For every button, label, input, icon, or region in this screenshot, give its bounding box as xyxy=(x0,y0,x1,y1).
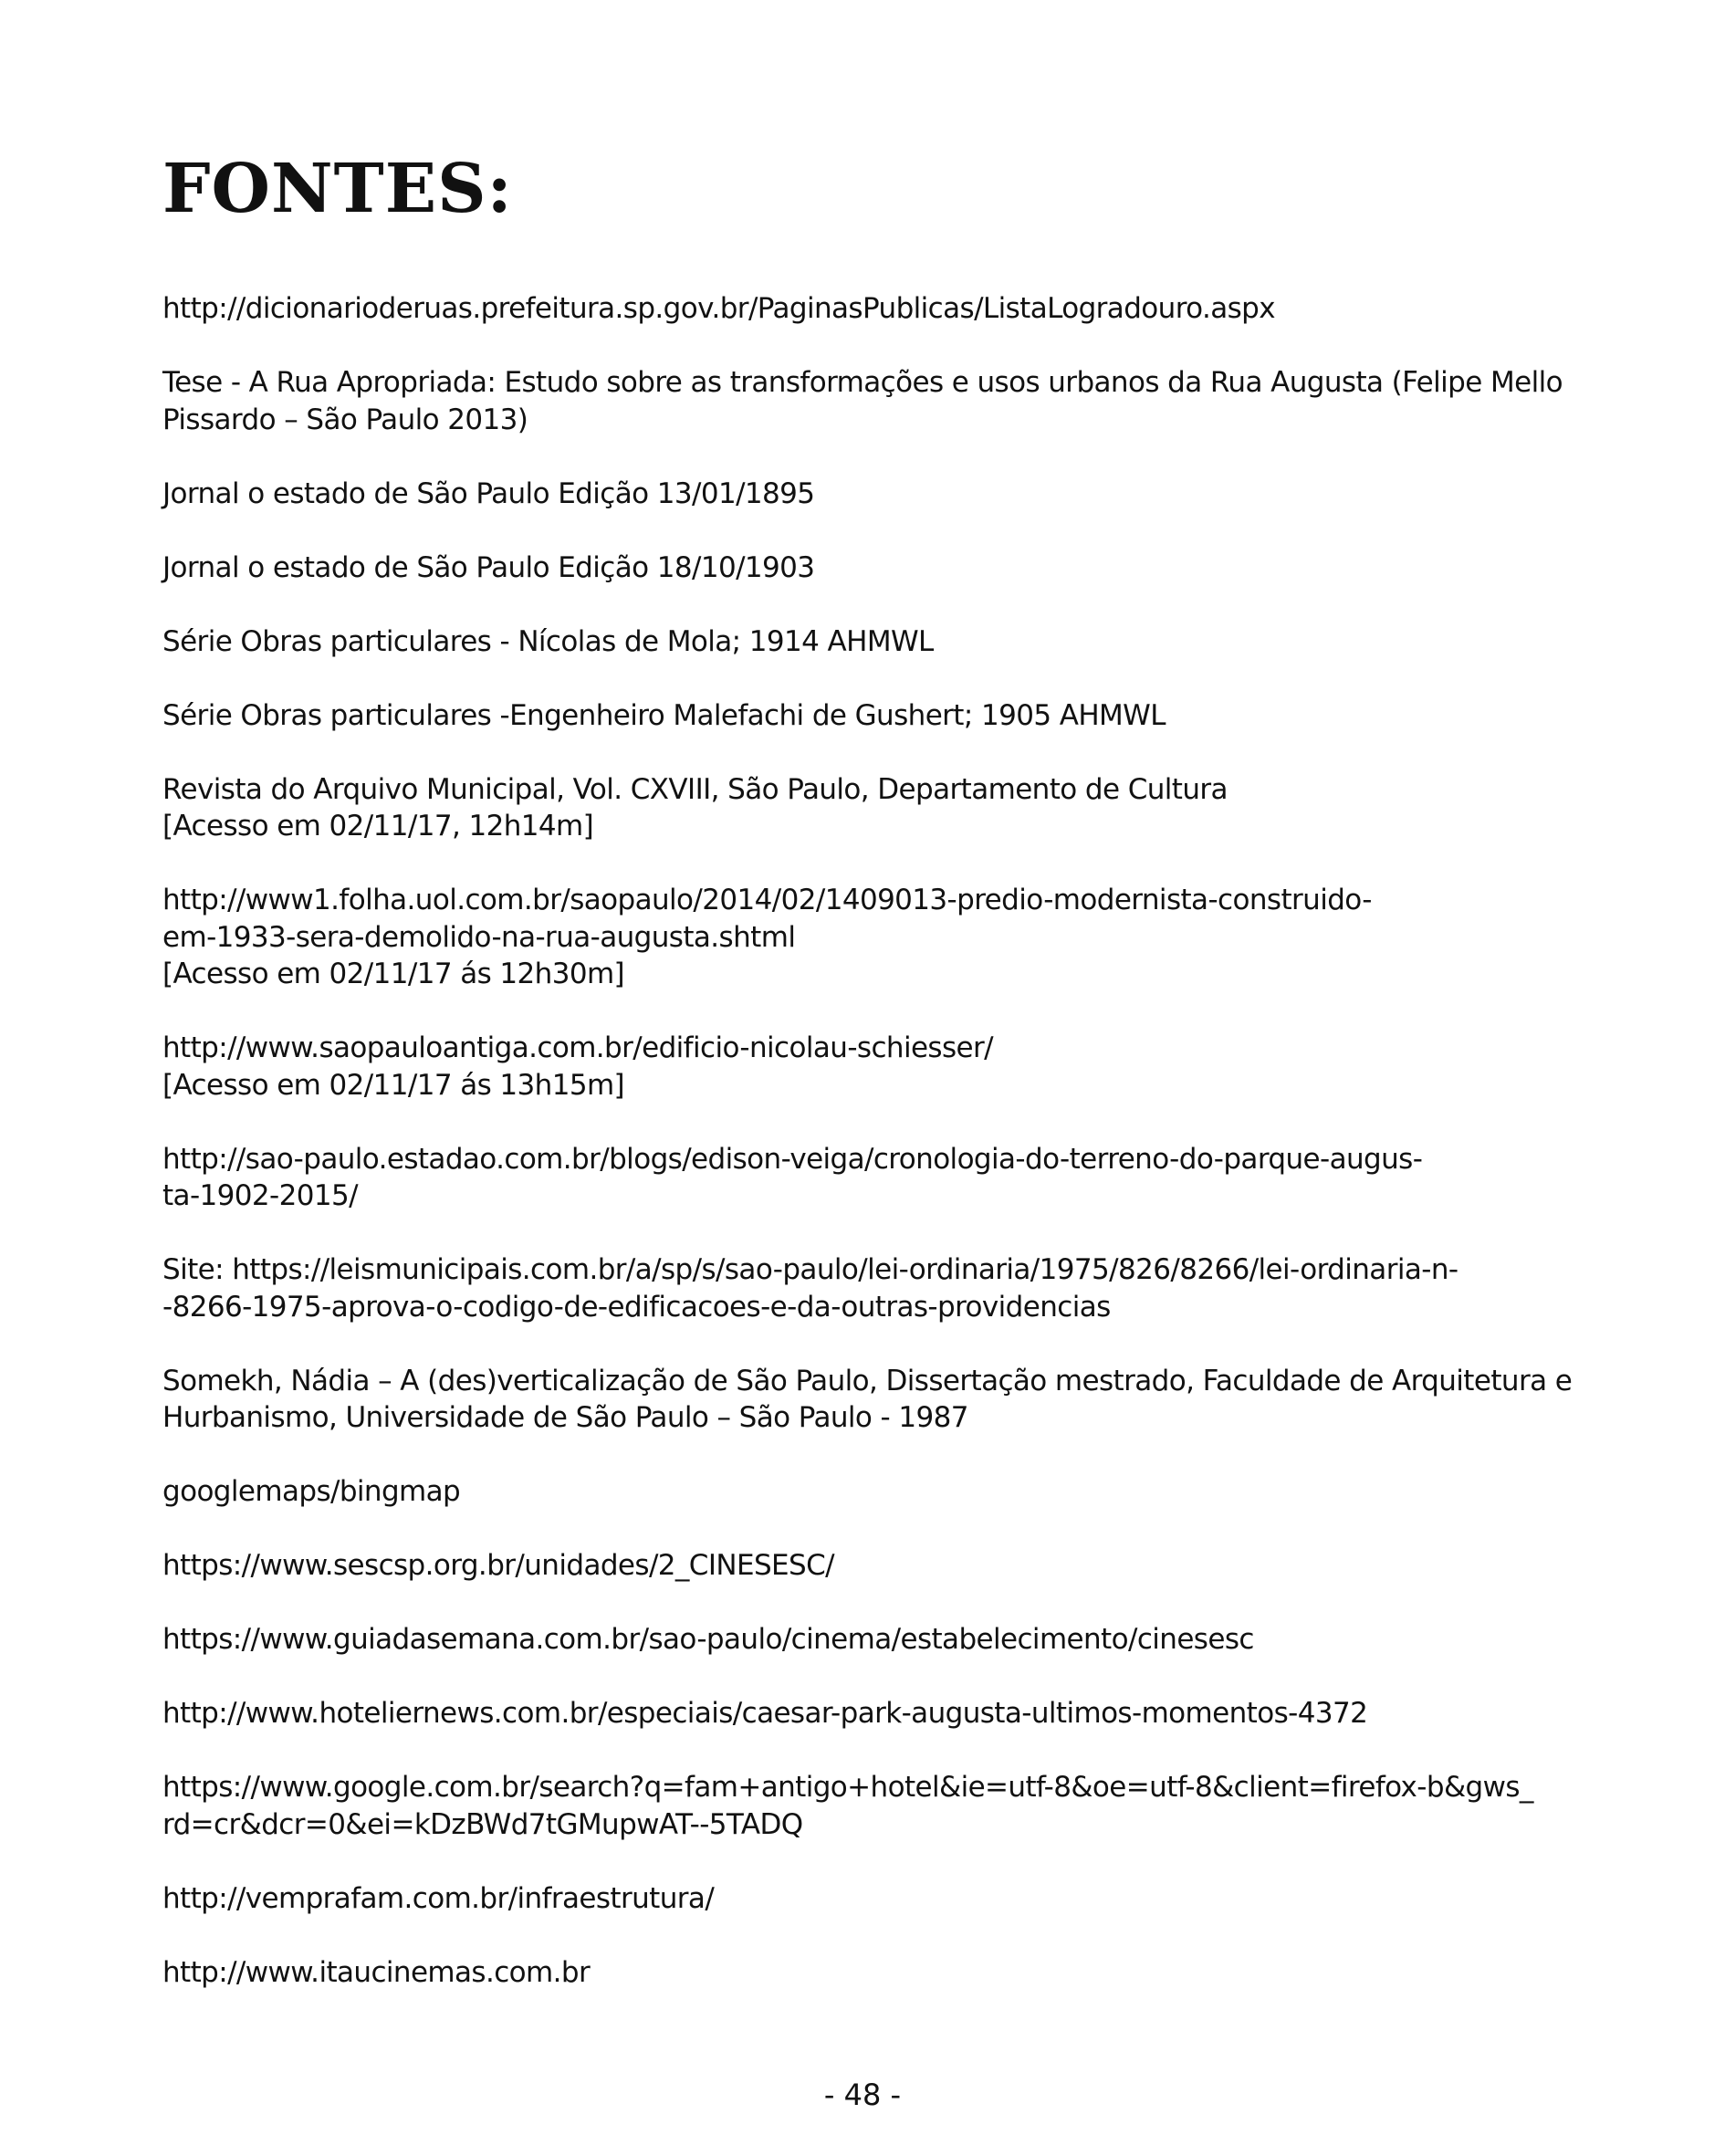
reference-line: rd=cr&dcr=0&ei=kDzBWd7tGMupwAT--5TADQ xyxy=(162,1807,803,1841)
reference-line: Tese - A Rua Apropriada: Estudo sobre as transformações e usos urbanos da Rua Augusta (Felipe Mello xyxy=(162,366,1563,399)
reference-item xyxy=(162,1621,1568,1659)
reference-item xyxy=(162,1695,1568,1732)
reference-item xyxy=(162,364,1568,438)
reference-line: ta-1902-2015/ xyxy=(162,1179,358,1212)
reference-line: [Acesso em 02/11/17 ás 12h30m] xyxy=(162,958,625,990)
reference-line: Jornal o estado de São Paulo Edição 13/01/1895 xyxy=(162,476,815,510)
reference-line: http://sao-paulo.estadao.com.br/blogs/edison-veiga/cronologia-do-terreno-do-parque-augus- xyxy=(162,1142,1423,1176)
reference-item xyxy=(162,697,1568,735)
reference-item xyxy=(162,290,1568,328)
reference-line: http://vemprafam.com.br/infraestrutura/ xyxy=(162,1881,715,1915)
reference-item xyxy=(162,476,1568,513)
reference-line: Série Obras particulares -Engenheiro Malefachi de Gushert; 1905 AHMWL xyxy=(162,698,1166,732)
reference-item xyxy=(162,549,1568,587)
reference-item xyxy=(162,882,1568,993)
reference-item xyxy=(162,1363,1573,1437)
reference-line: googlemaps/bingmap xyxy=(162,1475,461,1508)
reference-item xyxy=(162,1769,1568,1843)
reference-item xyxy=(162,1030,1568,1104)
reference-line: Pissardo – São Paulo 2013) xyxy=(162,403,528,436)
reference-item xyxy=(162,1141,1568,1215)
reference-line: -8266-1975-aprova-o-codigo-de-edificacoes-e-da-outras-providencias xyxy=(162,1290,1111,1324)
reference-list xyxy=(162,290,1573,2028)
reference-line: Somekh, Nádia – A (des)verticalização de São Paulo, Dissertação mestrado, Faculdade de Arquitetura e xyxy=(162,1364,1573,1397)
reference-line: Site: https://leismunicipais.com.br/a/sp/s/sao-paulo/lei-ordinaria/1975/826/8266/lei-ordinaria-n- xyxy=(162,1253,1458,1286)
page-title: FONTES: xyxy=(162,150,513,228)
reference-line: https://www.google.com.br/search?q=fam+antigo+hotel&ie=utf-8&oe=utf-8&client=firefox-b&gws_ xyxy=(162,1771,1533,1804)
reference-item xyxy=(162,1954,1568,1992)
reference-item xyxy=(162,1473,1568,1511)
reference-line: Revista do Arquivo Municipal, Vol. CXVIII, São Paulo, Departamento de Cultura xyxy=(162,772,1228,806)
reference-line: http://www.saopauloantiga.com.br/edificio-nicolau-schiesser/ xyxy=(162,1031,994,1064)
reference-item xyxy=(162,1251,1568,1325)
page-number: - 48 - xyxy=(823,2078,902,2112)
reference-line: Série Obras particulares - Nícolas de Mola; 1914 AHMWL xyxy=(162,624,934,658)
reference-line: http://www.hoteliernews.com.br/especiais/caesar-park-augusta-ultimos-momentos-4372 xyxy=(162,1697,1368,1730)
reference-line: [Acesso em 02/11/17, 12h14m] xyxy=(162,810,594,843)
reference-line: Jornal o estado de São Paulo Edição 18/10/1903 xyxy=(162,550,815,584)
reference-item xyxy=(162,623,1568,661)
reference-line: em-1933-sera-demolido-na-rua-augusta.shtml xyxy=(162,920,796,954)
reference-line: https://www.guiadasemana.com.br/sao-paulo/cinema/estabelecimento/cinesesc xyxy=(162,1623,1254,1656)
reference-item xyxy=(162,1880,1568,1918)
reference-line: [Acesso em 02/11/17 ás 13h15m] xyxy=(162,1068,625,1102)
reference-line: http://dicionarioderuas.prefeitura.sp.gov.br/PaginasPublicas/ListaLogradouro.aspx xyxy=(162,292,1276,325)
reference-line: http://www.itaucinemas.com.br xyxy=(162,1955,591,1989)
reference-item xyxy=(162,1547,1568,1585)
reference-line: Hurbanismo, Universidade de São Paulo – São Paulo - 1987 xyxy=(162,1401,968,1434)
reference-item xyxy=(162,771,1568,845)
reference-line: https://www.sescsp.org.br/unidades/2_CINESESC/ xyxy=(162,1549,835,1582)
reference-line: http://www1.folha.uol.com.br/saopaulo/2014/02/1409013-predio-modernista-construido- xyxy=(162,884,1372,916)
